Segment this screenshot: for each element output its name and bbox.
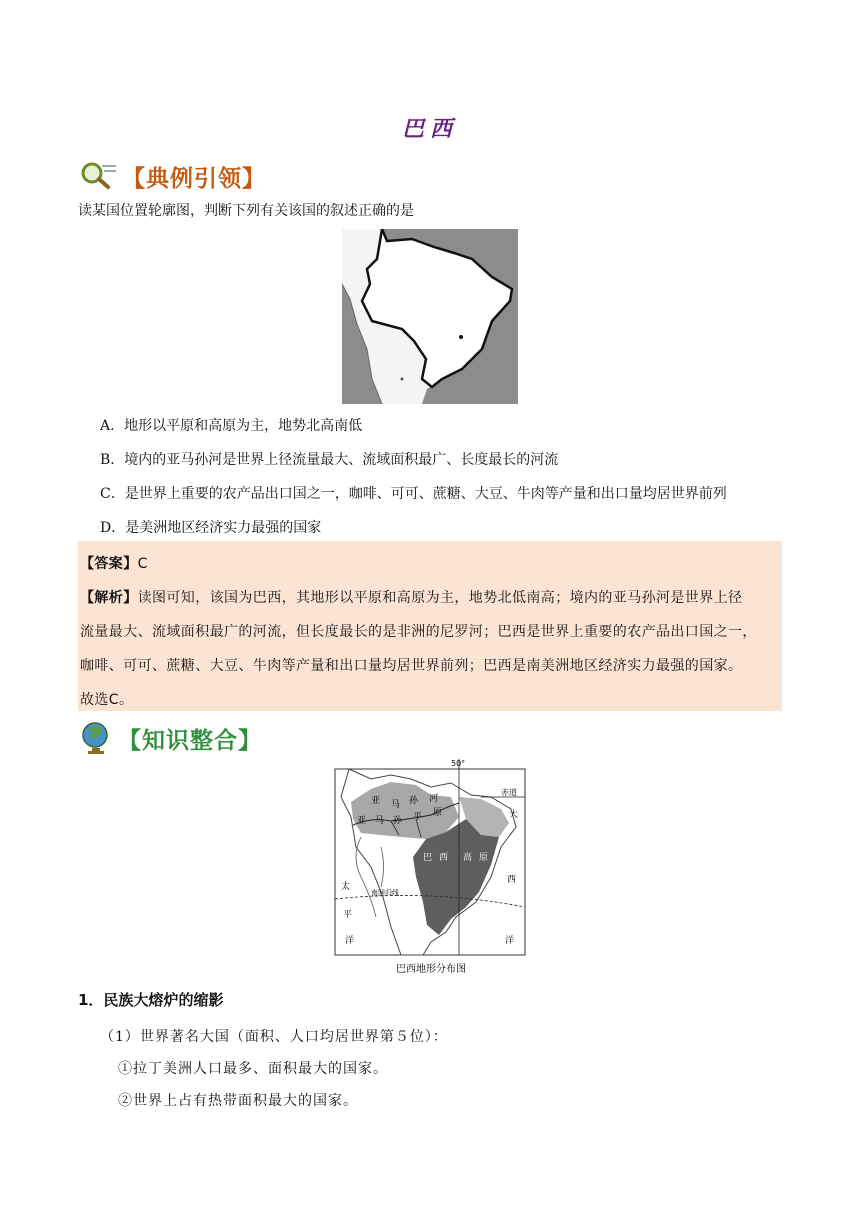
question-text: 读某国位置轮廓图，判断下列有关该国的叙述正确的是 (78, 203, 414, 219)
amazon-river-label: 河 (429, 794, 439, 804)
analysis-line-3: 咖啡、可可、蔗糖、大豆、牛肉等产量和出口量均居世界前列；巴西是南美洲地区经济实力最强的国家。 (80, 658, 743, 674)
section-header-examples (78, 156, 266, 196)
atlantic-label: 洋 (505, 936, 515, 946)
answer-line (80, 547, 782, 581)
amazon-plain-label: 平 (413, 812, 423, 822)
page-title: 巴西 (401, 117, 458, 142)
option-b: B．境内的亚马孙河是世界上径流量最大、流域面积最广、长度最长的河流 (100, 452, 559, 468)
pacific-label: 太 (341, 882, 351, 892)
globe-icon (78, 720, 114, 756)
section-heading: 【典例引领】 (122, 165, 266, 192)
section-header-knowledge (78, 718, 262, 758)
analysis-label: 【解析】 (80, 590, 138, 606)
amazon-plain-label: 亚 (357, 816, 367, 826)
analysis-text-1: 读图可知，该国为巴西，其地形以平原和高原为主，地势北低南高；境内的亚马孙河是世界上径 (137, 590, 743, 606)
longitude-label: 50° (451, 759, 466, 768)
atlantic-label: 大 (509, 810, 519, 820)
amazon-plain-label: 原 (433, 808, 443, 818)
amazon-plain-label: 孙 (393, 816, 403, 826)
amazon-plain-label: 马 (375, 816, 385, 826)
highland-label: 巴 (423, 853, 433, 863)
analysis-line-2: 流量最大、流域面积最广的河流，但长度最长的是非洲的尼罗河；巴西是世界上重要的农产品出口国之一， (80, 624, 757, 640)
brazil-terrain-map (331, 757, 531, 979)
answer-value: C (137, 556, 148, 572)
option-c: C．是世界上重要的农产品出口国之一，咖啡、可可、蔗糖、大豆、牛肉等产量和出口量均居世界前列 (100, 486, 727, 502)
subsection-heading: 1．民族大熔炉的缩影 (78, 991, 224, 1009)
answer-label: 【答案】 (80, 556, 138, 572)
amazon-river-label: 孙 (409, 796, 419, 806)
map-caption: 巴西地形分布图 (396, 964, 466, 975)
atlantic-label: 西 (507, 875, 517, 885)
pacific-label: 平 (343, 910, 353, 920)
body-line-2: ①拉丁美洲人口最多、面积最大的国家。 (118, 1061, 388, 1077)
section-heading: 【知识整合】 (118, 727, 262, 754)
analysis-line-4: 故选C。 (80, 692, 134, 708)
pacific-label: 洋 (345, 936, 355, 946)
body-line-1: （1）世界著名大国（面积、人口均居世界第５位）： (100, 1029, 448, 1045)
option-a: A．地形以平原和高原为主，地势北高南低 (100, 418, 363, 434)
highland-label: 高 (463, 853, 473, 863)
highland-label: 西 (439, 853, 449, 863)
answer-box (78, 541, 782, 711)
highland-label: 原 (479, 853, 489, 863)
amazon-river-label: 亚 (371, 796, 381, 806)
amazon-river-label: 马 (391, 800, 401, 810)
magnifier-icon (78, 160, 118, 192)
body-line-3: ②世界上占有热带面积最大的国家。 (118, 1093, 358, 1109)
country-outline-map (342, 229, 518, 404)
option-d: D．是美洲地区经济实力最强的国家 (100, 520, 322, 536)
equator-label: 赤道 (501, 788, 517, 797)
analysis-line-1 (80, 581, 782, 615)
tropic-label: 南回归线 (371, 889, 399, 897)
